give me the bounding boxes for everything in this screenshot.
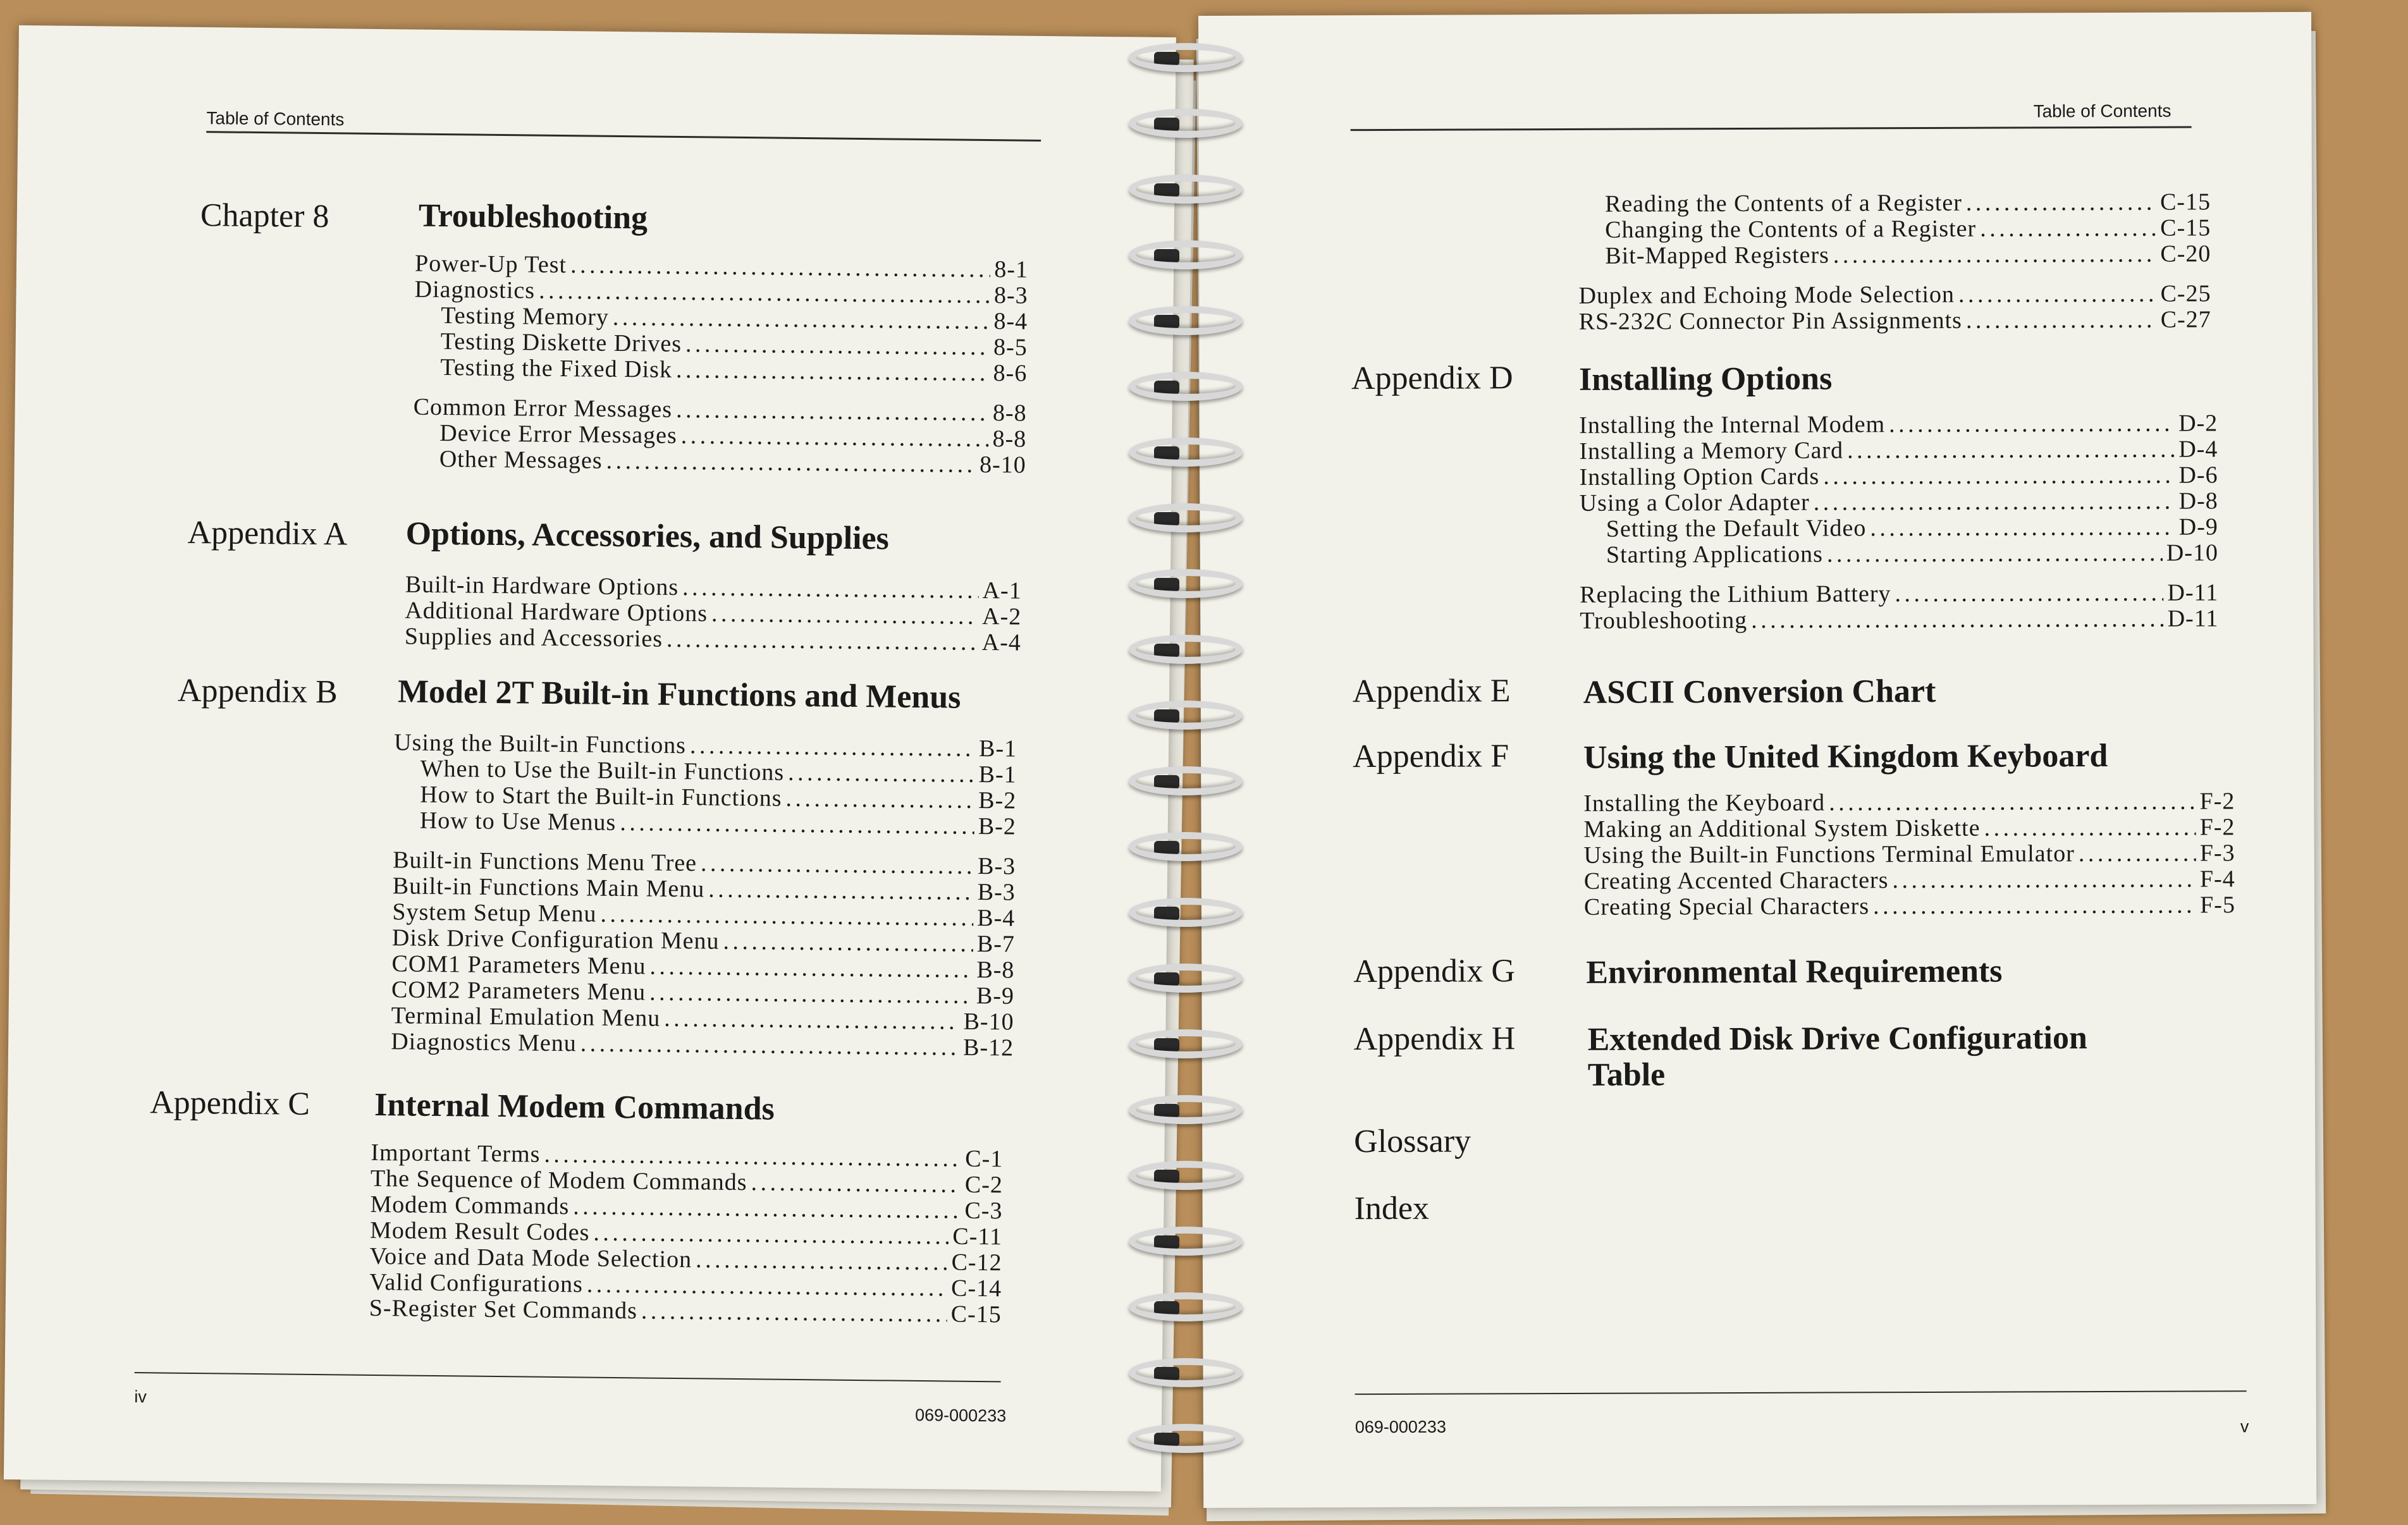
dot-leader: [685, 331, 990, 360]
toc-entry-page: F-5: [2200, 891, 2235, 919]
toc-entry-title: The Sequence of Modem Commands: [370, 1165, 747, 1196]
spiral-coil: [1129, 569, 1246, 604]
spiral-coil: [1129, 503, 1246, 539]
dot-leader: [1873, 893, 2196, 920]
toc-entry-page: C-15: [2160, 214, 2211, 242]
coil-ring: [1129, 964, 1243, 993]
toc-entry-title: Bit-Mapped Registers: [1605, 242, 1829, 269]
toc-entry-page: F-3: [2199, 840, 2235, 867]
section-label: Appendix D: [1351, 360, 1513, 397]
spiral-coil: [1129, 1424, 1246, 1459]
dot-leader: [676, 357, 990, 386]
coil-ring: [1129, 306, 1243, 335]
dot-leader: [573, 1194, 961, 1223]
toc-entry-list: [1579, 410, 2218, 634]
toc-entry-page: B-9: [976, 982, 1015, 1010]
toc-entry-page: D-4: [2178, 436, 2218, 463]
toc-entry-page: D-6: [2178, 462, 2218, 489]
dot-leader: [580, 1031, 960, 1060]
dot-leader: [1823, 463, 2175, 490]
coil-ring: [1129, 109, 1243, 138]
toc-entry-page: B-2: [978, 787, 1017, 814]
toc-entry: [1578, 281, 2211, 309]
toc-entry-page: B-2: [978, 812, 1017, 840]
toc-entry-title: Installing Option Cards: [1579, 463, 1820, 491]
toc-entry-title: Built-in Functions Main Menu: [392, 873, 705, 903]
dot-leader: [708, 876, 974, 905]
dot-leader: [1895, 580, 2163, 607]
toc-entry: [414, 355, 1027, 387]
toc-glossary: Glossary: [1354, 1123, 1471, 1160]
spiral-coil: [1129, 1029, 1246, 1065]
coil-ring: [1129, 1227, 1243, 1256]
toc-entry-page: B-4: [977, 904, 1016, 932]
toc-entry: [1583, 788, 2235, 817]
dot-leader: [570, 252, 991, 283]
toc-entry-title: Disk Drive Configuration Menu: [391, 924, 720, 955]
coil-ring: [1129, 1358, 1243, 1387]
dot-leader: [1966, 307, 2157, 334]
section-label: Appendix F: [1352, 738, 1509, 775]
coil-ring: [1129, 175, 1243, 204]
section-label: Appendix B: [177, 672, 338, 711]
coil-ring: [1129, 701, 1243, 730]
right-running-header: Table of Contents: [2033, 101, 2172, 121]
toc-entry-page: 8-8: [992, 426, 1027, 453]
toc-entry-list: [369, 1140, 1004, 1328]
toc-entry-title: How to Start the Built-in Functions: [420, 781, 782, 812]
toc-entry-page: B-1: [978, 735, 1017, 762]
toc-entry-page: C-11: [952, 1223, 1003, 1251]
dot-leader: [1892, 867, 2196, 894]
toc-entry-list: [1583, 788, 2235, 921]
toc-entry-title: Creating Special Characters: [1583, 893, 1870, 921]
dot-leader: [711, 601, 979, 630]
toc-entry-page: B-10: [963, 1008, 1014, 1036]
toc-entry-title: Diagnostics Menu: [390, 1028, 577, 1057]
coil-ring: [1129, 1029, 1243, 1058]
toc-entry: [1580, 514, 2218, 542]
toc-entry: [1580, 606, 2218, 634]
spiral-coil: [1129, 43, 1246, 78]
dot-leader: [1829, 789, 2196, 816]
dot-leader: [2079, 841, 2196, 867]
toc-entry-title: Changing the Contents of a Register: [1605, 215, 1977, 243]
toc-entry-page: D-11: [2167, 579, 2219, 606]
spiral-coil: [1129, 1292, 1246, 1328]
toc-entry-page: 8-8: [992, 400, 1027, 427]
toc-entry-title: Using the Built-in Functions: [393, 729, 687, 759]
toc-entry-page: C-20: [2160, 240, 2211, 267]
section-label: Appendix H: [1353, 1020, 1516, 1058]
toc-entry-title: Installing the Internal Modem: [1579, 411, 1886, 439]
toc-entry-page: C-12: [951, 1249, 1002, 1277]
dot-leader: [751, 1170, 961, 1197]
toc-entry: [1578, 241, 2211, 269]
toc-entry: [1580, 540, 2218, 568]
toc-entry-title: S-Register Set Commands: [369, 1294, 638, 1325]
toc-entry-title: Modem Result Codes: [369, 1216, 590, 1246]
spiral-coil: [1129, 1161, 1246, 1196]
toc-entry: [413, 446, 1026, 479]
right-footer-rule: [1355, 1390, 2247, 1395]
coil-ring: [1129, 1292, 1243, 1321]
toc-entry-title: Making an Additional System Diskette: [1583, 814, 1981, 843]
coil-ring: [1129, 1161, 1243, 1190]
dot-leader: [593, 1220, 949, 1250]
coil-ring: [1129, 1095, 1243, 1124]
toc-entry-title: Duplex and Echoing Mode Selection: [1578, 281, 1955, 309]
section-label: Chapter 8: [200, 197, 329, 235]
toc-entry-title: Setting the Default Video: [1606, 515, 1867, 542]
dot-leader: [606, 448, 976, 478]
dot-leader: [1889, 411, 2175, 438]
dot-leader: [723, 929, 973, 957]
dot-leader: [788, 760, 975, 788]
toc-entry-page: B-12: [962, 1034, 1014, 1062]
section-title: Model 2T Built-in Functions and Menus: [397, 673, 961, 716]
section-title-continued: Table: [1587, 1056, 1666, 1093]
dot-leader: [681, 423, 989, 452]
section-label: Appendix G: [1353, 953, 1516, 990]
toc-entry-title: How to Use Menus: [419, 807, 617, 836]
toc-entry-title: Built-in Functions Menu Tree: [392, 847, 697, 877]
section-title: Environmental Requirements: [1586, 953, 2003, 991]
toc-continued-entry-list: [1578, 189, 2211, 334]
section-title: Using the United Kingdom Keyboard: [1583, 737, 2108, 776]
coil-ring: [1129, 766, 1243, 795]
toc-entry-page: F-4: [2199, 866, 2235, 893]
dot-leader: [649, 954, 973, 983]
toc-entry-title: Supplies and Accessories: [404, 623, 663, 652]
dot-leader: [620, 810, 974, 840]
section-title: Options, Accessories, and Supplies: [405, 515, 890, 557]
spiral-coil: [1129, 175, 1246, 210]
dot-leader: [664, 1006, 960, 1035]
toc-entry-page: D-8: [2178, 487, 2218, 515]
toc-entry-list: [391, 730, 1017, 1061]
left-doc-number: 069-000233: [914, 1405, 1007, 1426]
toc-entry-title: Power-Up Test: [414, 250, 567, 279]
toc-entry-title: Diagnostics: [414, 276, 536, 304]
left-header-rule: [206, 131, 1041, 142]
section-title: Internal Modem Commands: [374, 1086, 775, 1127]
spiral-coil: [1129, 701, 1246, 736]
toc-entry-title: Replacing the Lithium Battery: [1580, 580, 1891, 608]
coil-ring: [1129, 438, 1243, 467]
toc-entry-title: System Setup Menu: [392, 898, 597, 928]
toc-entry: [1578, 189, 2211, 217]
dot-leader: [1847, 437, 2175, 464]
section-title: Installing Options: [1578, 360, 1833, 398]
toc-entry-page: D-2: [2178, 410, 2218, 437]
coil-ring: [1129, 240, 1243, 269]
spiral-coil: [1129, 832, 1246, 867]
toc-entry-title: RS-232C Connector Pin Assignments: [1578, 307, 1962, 335]
toc-entry-page: 8-5: [993, 334, 1028, 361]
left-running-header: Table of Contents: [206, 108, 345, 130]
spiral-coil: [1129, 635, 1246, 670]
dot-leader: [785, 786, 974, 814]
dot-leader: [682, 575, 979, 604]
dot-leader: [1980, 216, 2156, 242]
toc-entry-page: A-4: [981, 629, 1022, 656]
toc-entry-title: Using a Color Adapter: [1579, 489, 1810, 517]
section-title: ASCII Conversion Chart: [1583, 673, 1936, 711]
toc-entry-title: COM1 Parameters Menu: [391, 950, 646, 980]
dot-leader: [1958, 281, 2157, 308]
section-label: Appendix C: [149, 1084, 310, 1122]
right-page-number: v: [2240, 1417, 2249, 1436]
toc-entry-page: C-1: [965, 1145, 1004, 1173]
toc-entry-page: 8-1: [994, 256, 1029, 283]
coil-ring: [1129, 898, 1243, 927]
toc-entry-title: Creating Accented Characters: [1583, 867, 1889, 895]
toc-entry: [1579, 410, 2218, 439]
toc-entry-title: Testing Diskette Drives: [440, 328, 682, 358]
coil-ring: [1129, 832, 1243, 861]
section-label: Appendix E: [1352, 673, 1511, 710]
toc-entry-title: Installing a Memory Card: [1579, 437, 1844, 465]
section-title: Extended Disk Drive Configuration: [1587, 1020, 2087, 1058]
toc-entry: [1579, 462, 2218, 491]
toc-entry-page: C-27: [2160, 306, 2211, 333]
toc-entry-page: C-2: [964, 1171, 1004, 1199]
toc-index: Index: [1354, 1190, 1430, 1227]
toc-entry: [1580, 580, 2218, 608]
dot-leader: [649, 980, 973, 1009]
toc-entry-page: C-15: [950, 1301, 1002, 1328]
toc-entry: [1580, 488, 2218, 517]
toc-entry-page: D-9: [2178, 513, 2218, 541]
dot-leader: [1833, 242, 2157, 269]
dot-leader: [1751, 606, 2164, 634]
toc-entry-title: Starting Applications: [1606, 541, 1823, 568]
dot-leader: [1870, 515, 2175, 542]
spiral-coil: [1129, 1227, 1246, 1262]
spiral-coil: [1129, 898, 1246, 933]
toc-entry-title: COM2 Parameters Menu: [391, 976, 646, 1006]
dot-leader: [1966, 190, 2156, 216]
dot-leader: [701, 850, 974, 879]
toc-entry-page: A-2: [981, 603, 1022, 630]
dot-leader: [676, 397, 989, 426]
dot-leader: [696, 1247, 948, 1275]
toc-entry-title: Modem Commands: [370, 1191, 570, 1220]
toc-entry-page: F-2: [2199, 814, 2235, 841]
section-label: Appendix A: [187, 514, 348, 553]
spiral-coil: [1129, 766, 1246, 802]
coil-ring: [1129, 503, 1243, 532]
toc-entry-page: B-7: [976, 930, 1016, 958]
toc-entry-title: Testing the Fixed Disk: [440, 354, 673, 383]
spiral-coil: [1129, 306, 1246, 341]
coil-ring: [1129, 569, 1243, 598]
toc-entry-page: C-3: [964, 1197, 1003, 1225]
toc-entry: [1584, 892, 2235, 921]
dot-leader: [666, 627, 978, 656]
left-page-number: iv: [134, 1387, 147, 1407]
toc-entry-title: Installing the Keyboard: [1583, 789, 1826, 817]
coil-ring: [1129, 372, 1243, 401]
section-title: Troubleshooting: [418, 197, 648, 236]
toc-entry-page: C-15: [2159, 188, 2211, 216]
right-doc-number: 069-000233: [1354, 1417, 1446, 1437]
dot-leader: [1827, 541, 2163, 568]
toc-entry-title: Built-in Hardware Options: [405, 571, 679, 601]
toc-entry-title: Device Error Messages: [439, 420, 678, 449]
dot-leader: [1814, 489, 2175, 516]
toc-entry: [1578, 215, 2211, 243]
spiral-coil: [1129, 109, 1246, 144]
toc-entry-page: 8-10: [979, 451, 1027, 479]
dot-leader: [641, 1298, 947, 1327]
toc-entry-page: 8-4: [993, 308, 1028, 335]
toc-entry-list: [413, 251, 1029, 479]
toc-entry-page: 8-6: [993, 360, 1028, 387]
toc-entry: [1579, 307, 2211, 334]
toc-entry-page: 8-3: [993, 282, 1028, 309]
toc-entry-page: D-11: [2167, 605, 2219, 632]
spiral-coil: [1129, 240, 1246, 276]
toc-entry: [1584, 840, 2235, 869]
spiral-coil: [1129, 438, 1246, 473]
spiral-coil: [1129, 372, 1246, 407]
toc-entry: [1584, 866, 2235, 895]
toc-entry-title: Valid Configurations: [369, 1268, 584, 1298]
toc-entry-title: Testing Memory: [441, 302, 610, 331]
dot-leader: [587, 1272, 948, 1302]
right-page: [1198, 12, 2316, 1508]
toc-entry-title: Other Messages: [439, 446, 603, 474]
toc-entry-page: C-14: [950, 1275, 1002, 1302]
toc-entry-page: B-3: [977, 878, 1016, 906]
toc-entry-page: F-2: [2199, 788, 2235, 815]
toc-entry-page: A-1: [982, 577, 1022, 604]
spiral-coil: [1129, 1095, 1246, 1130]
dot-leader: [1984, 815, 2196, 842]
dot-leader: [690, 733, 976, 762]
coil-ring: [1129, 43, 1243, 72]
toc-entry-title: Troubleshooting: [1580, 606, 1748, 634]
toc-entry-title: Using the Built-in Functions Terminal Emulator: [1583, 840, 2075, 869]
coil-ring: [1129, 635, 1243, 664]
coil-ring: [1129, 1424, 1243, 1453]
left-footer-rule: [135, 1372, 1001, 1382]
toc-entry: [1579, 436, 2218, 465]
toc-entry: [1583, 814, 2235, 843]
spiral-coil: [1129, 964, 1246, 999]
toc-entry-title: Voice and Data Mode Selection: [369, 1242, 692, 1273]
spiral-coil: [1129, 1358, 1246, 1393]
toc-entry-title: Reading the Contents of a Register: [1604, 189, 1962, 217]
toc-entry-title: Important Terms: [371, 1139, 541, 1168]
toc-entry-page: B-8: [976, 956, 1015, 984]
toc-entry-title: Additional Hardware Options: [405, 597, 708, 627]
toc-entry-title: Terminal Emulation Menu: [391, 1002, 661, 1032]
toc-entry-title: When to Use the Built-in Functions: [420, 755, 785, 786]
toc-entry-title: Common Error Messages: [413, 393, 673, 423]
left-page: [4, 25, 1176, 1491]
toc-entry-page: B-1: [978, 761, 1017, 788]
toc-entry-page: D-10: [2166, 539, 2219, 567]
toc-entry-page: B-3: [977, 852, 1016, 880]
right-header-rule: [1351, 126, 2192, 132]
toc-entry-page: C-25: [2160, 280, 2211, 307]
toc-entry-list: [405, 572, 1022, 656]
